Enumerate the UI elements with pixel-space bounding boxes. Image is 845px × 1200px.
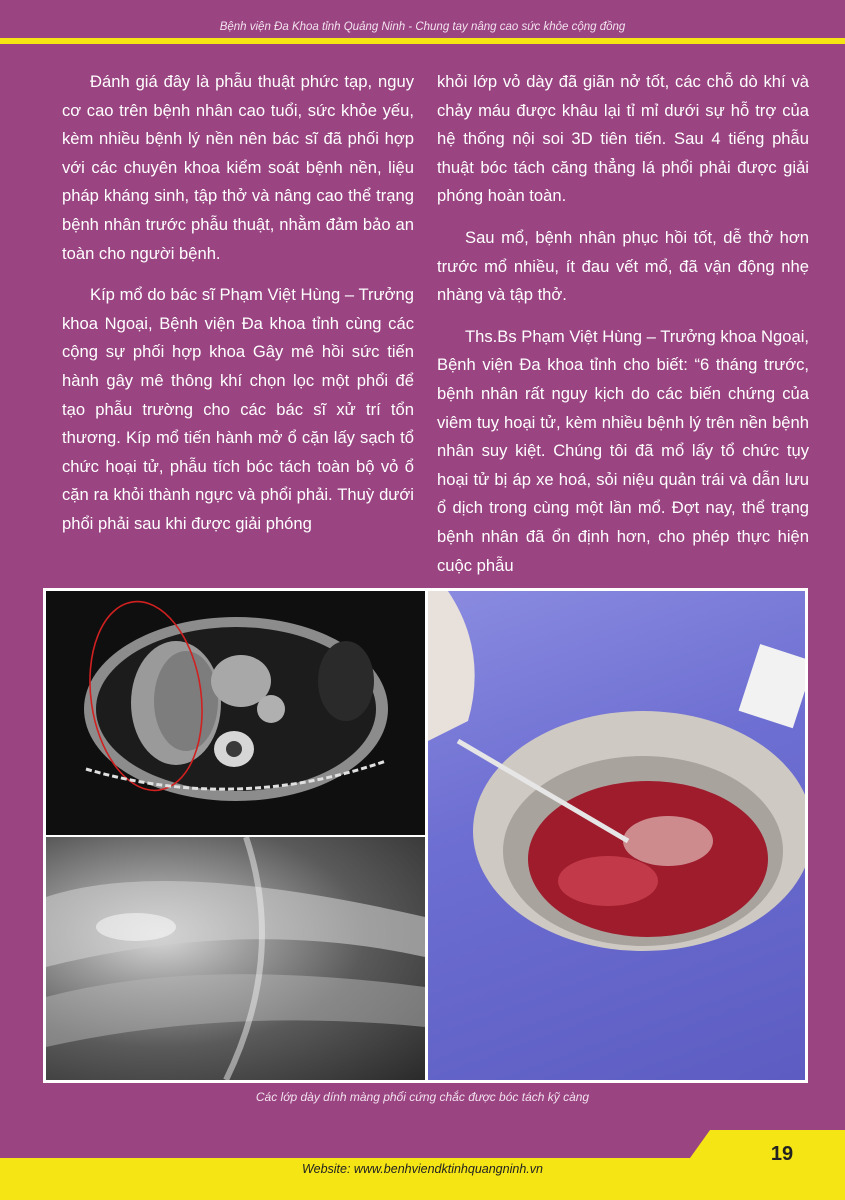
left-paragraph-1: Đánh giá đây là phẫu thuật phức tạp, nguy cơ cao trên bệnh nhân cao tuổi, sức khỏe yếu, kèm nhiều bệnh lý nền nên bác sĩ đã phối hợp với các chuyên khoa kiểm soát bệnh nền, liệu pháp kháng sinh, tập thở và nâng cao thể trạng bệnh nhân trước phẫu thuật, nhằm đảm bảo an toàn cho người bệnh. [62,72,414,263]
page-number: 19 [770,1143,794,1165]
header-title: Bệnh viện Đa Khoa tỉnh Quảng Ninh - Chung tay nâng cao sức khỏe cộng đồng [219,21,626,33]
tissue-bowl-photo [428,591,805,1080]
header-yellow-rule [0,38,845,44]
tissue-bowl-illustration [428,591,805,1080]
footer-website[interactable]: Website: www.benhviendktinhquangninh.vn [302,1162,543,1176]
right-column [437,68,809,593]
page-header [0,0,845,40]
endoscopy-illustration [46,837,425,1080]
left-column [62,68,414,552]
photo-collage [43,588,808,1083]
right-paragraph-2: Sau mổ, bệnh nhân phục hồi tốt, dễ thở hơn trước mổ nhiều, ít đau vết mổ, đã vận động nhẹ nhàng và tập thở. [437,227,809,305]
figure-caption: Các lớp dày dính màng phổi cứng chắc được bóc tách kỹ càng [255,1090,590,1104]
ct-scan-illustration [46,591,425,835]
ct-scan-photo [46,591,425,835]
right-paragraph-1: khỏi lớp vỏ dày đã giãn nở tốt, các chỗ dò khí và chảy máu được khâu lại tỉ mỉ dưới sự hỗ trợ của hệ thống nội soi 3D tiên tiến. Sau 4 tiếng phẫu thuật bóc tách căng thẳng lá phổi phải được giải phóng hoàn toàn. [437,72,809,206]
right-paragraph-3: Ths.Bs Phạm Việt Hùng – Trưởng khoa Ngoại, Bệnh viện Đa khoa tỉnh cho biết: “6 tháng trước, bệnh nhân rất nguy kịch do các biến chứng của viêm tuỵ hoại tử, kèm nhiều bệnh lý trên nền bệnh nhân suy kiệt. Chúng tôi đã mổ lấy tổ chức tụy hoại tử bị áp xe hoá, sỏi niệu quản trái và dẫn lưu ổ dịch trong cùng một lần mổ. Đợt nay, thể trạng bệnh nhân đã ổn định hơn, cho phép thực hiện cuộc phẫu [437,326,809,575]
left-paragraph-2: Kíp mổ do bác sĩ Phạm Việt Hùng – Trưởng khoa Ngoại, Bệnh viện Đa khoa tỉnh cùng các cộng sự phối hợp khoa Gây mê hồi sức tiến hành gây mê thông khí chọn lọc một phổi để tạo phẫu trường cho các bác sĩ xử trí tổn thương. Kíp mổ tiến hành mở ổ cặn lấy sạch tổ chức hoại tử, phẫu tích bóc tách toàn bộ vỏ ổ cặn ra khỏi thành ngực và phổi phải. Thuỳ dưới phổi phải sau khi được giải phóng [62,285,414,533]
endoscopy-photo [46,837,425,1080]
